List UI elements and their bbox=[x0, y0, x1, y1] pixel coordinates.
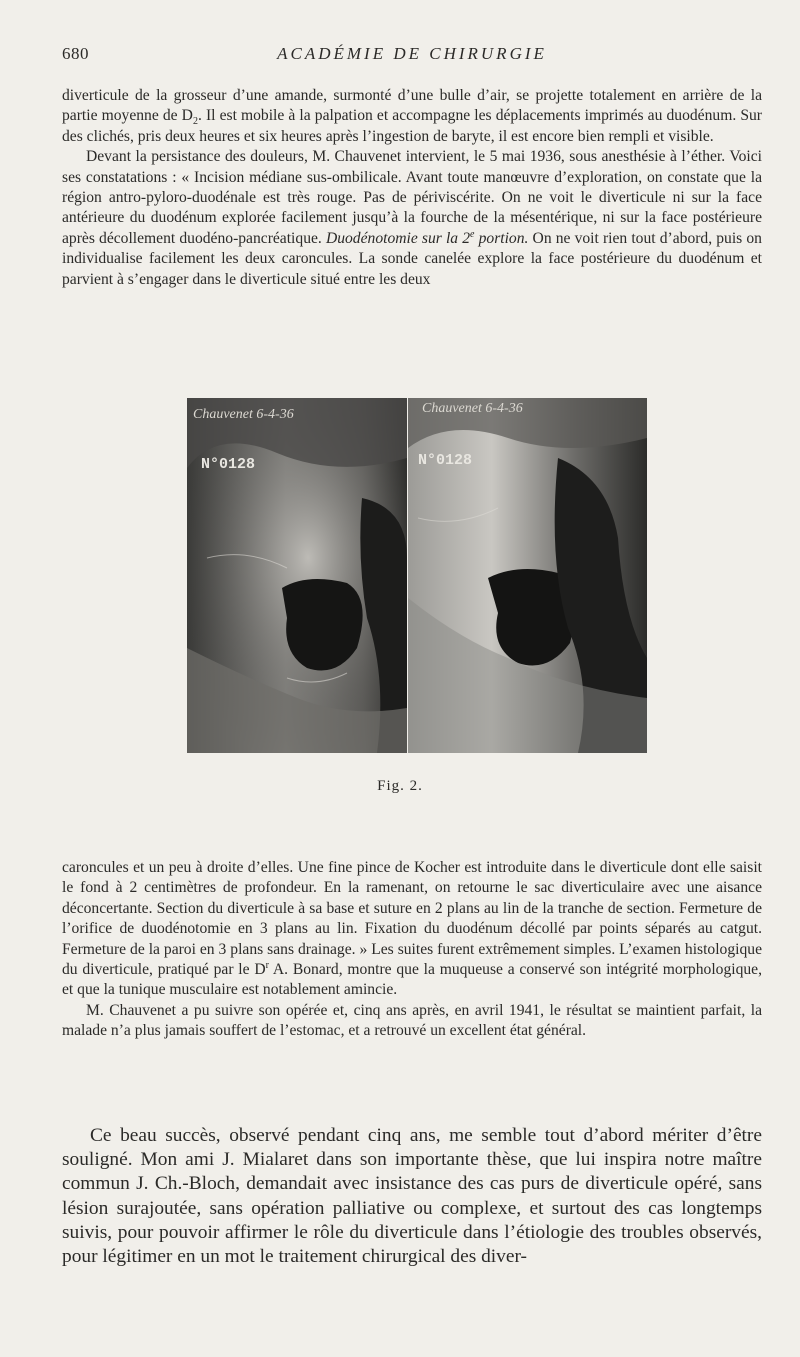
text-span: diverticule de la grosseur d’une amande, surmonté d’une bulle d’air, se projette totalement en arrière de la partie moyenne de D bbox=[62, 87, 762, 125]
paragraph: Ce beau succès, observé pendant cinq ans, me semble tout d’abord mériter d’être souligné. Mon ami J. Mialaret dans son importante thèse, que lui inspira notre maître commun J. Ch.-Bloch, demandait avec insistance des cas purs de diverticule opéré, sans lésion surajoutée, sans opération palliative ou complexe, et surtout des cas longtemps suivis, pour pouvoir affirmer le rôle du diverticule dans l’étiologie des troubles observés, pour légitimer en un mot le traitement chirurgical des diver- bbox=[62, 1125, 762, 1268]
text-block-bottom bbox=[62, 1124, 762, 1269]
superscript: r bbox=[265, 959, 269, 971]
film-number-right: N°0128 bbox=[418, 452, 473, 469]
text-span: On ne voit rien tout d’abord, puis on individualise facilement les deux caroncules. La sonde canelée explore la face postérieure du duodénum et parvient à s’engager dans le diverticule situé entre les deux bbox=[62, 229, 762, 288]
text-span: A. Bonard, montre que la muqueuse a conservé son intégrité morphologique, et que la tunique musculaire est notablement amincie. bbox=[62, 961, 762, 999]
film-stamp-right: Chauvenet 6-4-36 bbox=[422, 401, 523, 416]
page-number: 680 bbox=[62, 44, 89, 63]
page-header bbox=[62, 44, 762, 66]
film-stamp-left: Chauvenet 6-4-36 bbox=[193, 407, 294, 422]
text-span: Duodénotomie sur la 2 bbox=[325, 229, 471, 247]
text-span: Devant la persistance des douleurs, M. Chauvenet intervient, le 5 mai 1936, sous anesthésie à l’éther. Voici ses constatations : « Incision médiane sus-ombilicale. Avant toute manœuvre d’exploration, on constate que la région antro-pyloro-duodénale est très rouge. Pas de périviscérite. On ne voit le diverticule ni sur la face antérieure du duodénum explorée facilement jusqu’à la fourche de la mésentérique, ni sur la face postérieure après décollement duodéno-pancréatique. bbox=[62, 148, 762, 247]
paragraph bbox=[62, 147, 762, 290]
paragraph bbox=[62, 86, 762, 147]
subscript: 2 bbox=[192, 116, 198, 128]
text-block-top bbox=[62, 86, 762, 290]
film-number-left: N°0128 bbox=[201, 456, 256, 473]
paragraph: M. Chauvenet a pu suivre son opérée et, cinq ans après, en avril 1941, le résultat se maintient parfait, la malade n’a plus jamais souffert de l’estomac, et a retrouvé un excellent état général. bbox=[62, 1001, 762, 1040]
figure-radiographs bbox=[187, 398, 647, 753]
text-span: caroncules et un peu à droite d’elles. Une fine pince de Kocher est introduite dans le diverticule dont elle saisit le fond à 2 centimètres de profondeur. En la ramenant, on retourne le sac diverticulaire avec une aisance déconcertante. Section du diverticule à sa base et suture en 2 plans au lin de la tranche de section. Fermeture de l’orifice de duodénotomie en 3 plans au lin. Fixation du duodénum décollé par points séparés au catgut. Fermeture de la paroi en 3 plans sans drainage. » Les suites furent extrêmement simples. L’examen histologique du diverticule, pratiqué par le D bbox=[62, 859, 762, 979]
text-span: portion. bbox=[474, 229, 529, 247]
superscript: e bbox=[470, 228, 475, 240]
radiograph-right bbox=[408, 398, 647, 753]
text-block-middle bbox=[62, 858, 762, 1042]
italic-phrase bbox=[326, 230, 528, 247]
text-span: . Il est mobile à la palpation et accompagne les déplacements imprimés au duodénum. Sur des clichés, pris deux heures et six heures après l’ingestion de baryte, il est encore bien rempli et visible. bbox=[62, 107, 762, 145]
running-title: ACADÉMIE DE CHIRURGIE bbox=[277, 44, 547, 63]
paragraph bbox=[62, 858, 762, 1001]
figure-caption: Fig. 2. bbox=[377, 778, 423, 794]
radiograph-left bbox=[187, 398, 407, 753]
radiograph-left-image bbox=[187, 398, 407, 753]
radiograph-right-image bbox=[408, 398, 647, 753]
